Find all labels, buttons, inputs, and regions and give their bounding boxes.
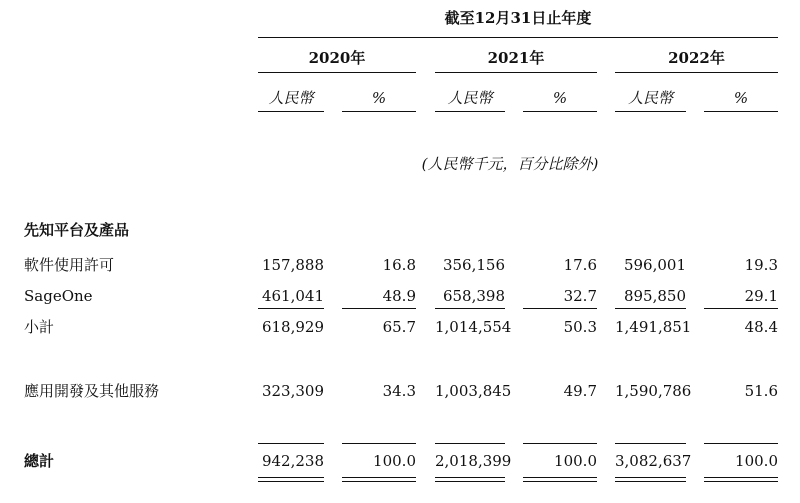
- row-label: 軟件使用許可: [24, 256, 115, 274]
- total-double-rule-lower: [342, 481, 416, 482]
- unit-note: (人民幣千元，百分比除外): [421, 155, 599, 173]
- table-cell: 356,156: [442, 256, 505, 274]
- table-cell: 29.1: [744, 287, 778, 305]
- subtotal-rule: [342, 308, 416, 309]
- period-header: 截至12月31日止年度: [444, 9, 592, 27]
- subtotal-rule: [615, 308, 686, 309]
- currency-column-header: 人民幣: [447, 89, 493, 107]
- table-cell: 1,590,786: [615, 382, 692, 400]
- subtotal-rule: [258, 308, 324, 309]
- column-header-rule: [704, 111, 778, 112]
- table-cell: 658,398: [442, 287, 505, 305]
- table-cell: 32.7: [563, 287, 597, 305]
- table-cell: 50.3: [563, 318, 597, 336]
- percent-column-header: %: [371, 89, 387, 107]
- table-cell: 1,014,554: [435, 318, 512, 336]
- table-cell: 461,041: [261, 287, 324, 305]
- table-cell: 3,082,637: [615, 452, 692, 470]
- total-top-rule: [258, 443, 324, 444]
- table-cell: 100.0: [735, 452, 778, 470]
- total-double-rule-lower: [523, 481, 597, 482]
- column-header-rule: [342, 111, 416, 112]
- section-title: 先知平台及產品: [24, 221, 130, 239]
- total-double-rule-lower: [435, 481, 505, 482]
- total-double-rule-upper: [342, 477, 416, 478]
- table-cell: 895,850: [623, 287, 686, 305]
- table-cell: 157,888: [261, 256, 324, 274]
- table-cell: 1,491,851: [615, 318, 692, 336]
- table-cell: 323,309: [261, 382, 324, 400]
- subtotal-rule: [435, 308, 505, 309]
- table-cell: 49.7: [563, 382, 597, 400]
- table-cell: 17.6: [563, 256, 597, 274]
- column-header-rule: [258, 111, 324, 112]
- year-header-rule: [258, 72, 416, 73]
- year-header-rule: [435, 72, 597, 73]
- total-double-rule-lower: [704, 481, 778, 482]
- table-cell: 48.4: [744, 318, 778, 336]
- row-label: 總計: [24, 452, 55, 470]
- table-cell: 100.0: [373, 452, 416, 470]
- table-cell: 48.9: [382, 287, 416, 305]
- total-double-rule-upper: [435, 477, 505, 478]
- total-top-rule: [704, 443, 778, 444]
- currency-column-header: 人民幣: [627, 89, 673, 107]
- total-top-rule: [523, 443, 597, 444]
- percent-column-header: %: [733, 89, 749, 107]
- column-header-rule: [615, 111, 686, 112]
- table-cell: 942,238: [261, 452, 324, 470]
- table-cell: 596,001: [623, 256, 686, 274]
- total-double-rule-upper: [704, 477, 778, 478]
- column-header-rule: [523, 111, 597, 112]
- total-double-rule-upper: [258, 477, 324, 478]
- year-header: 2021年: [487, 49, 545, 67]
- year-header: 2022年: [668, 49, 725, 67]
- total-top-rule: [615, 443, 686, 444]
- table-cell: 618,929: [261, 318, 324, 336]
- table-cell: 100.0: [554, 452, 597, 470]
- total-double-rule-lower: [258, 481, 324, 482]
- percent-column-header: %: [552, 89, 568, 107]
- total-double-rule-upper: [523, 477, 597, 478]
- table-cell: 34.3: [382, 382, 416, 400]
- total-double-rule-lower: [615, 481, 686, 482]
- total-top-rule: [435, 443, 505, 444]
- period-header-rule: [258, 37, 778, 38]
- table-cell: 2,018,399: [435, 452, 512, 470]
- table-cell: 19.3: [744, 256, 778, 274]
- table-cell: 65.7: [382, 318, 416, 336]
- table-cell: 16.8: [382, 256, 416, 274]
- row-label: SageOne: [24, 287, 93, 305]
- table-cell: 1,003,845: [435, 382, 512, 400]
- subtotal-rule: [523, 308, 597, 309]
- year-header: 2020年: [308, 49, 366, 67]
- row-label: 應用開發及其他服務: [24, 382, 160, 400]
- subtotal-rule: [704, 308, 778, 309]
- column-header-rule: [435, 111, 505, 112]
- year-header-rule: [615, 72, 778, 73]
- total-double-rule-upper: [615, 477, 686, 478]
- currency-column-header: 人民幣: [268, 89, 314, 107]
- table-cell: 51.6: [744, 382, 778, 400]
- total-top-rule: [342, 443, 416, 444]
- row-label: 小計: [24, 318, 55, 336]
